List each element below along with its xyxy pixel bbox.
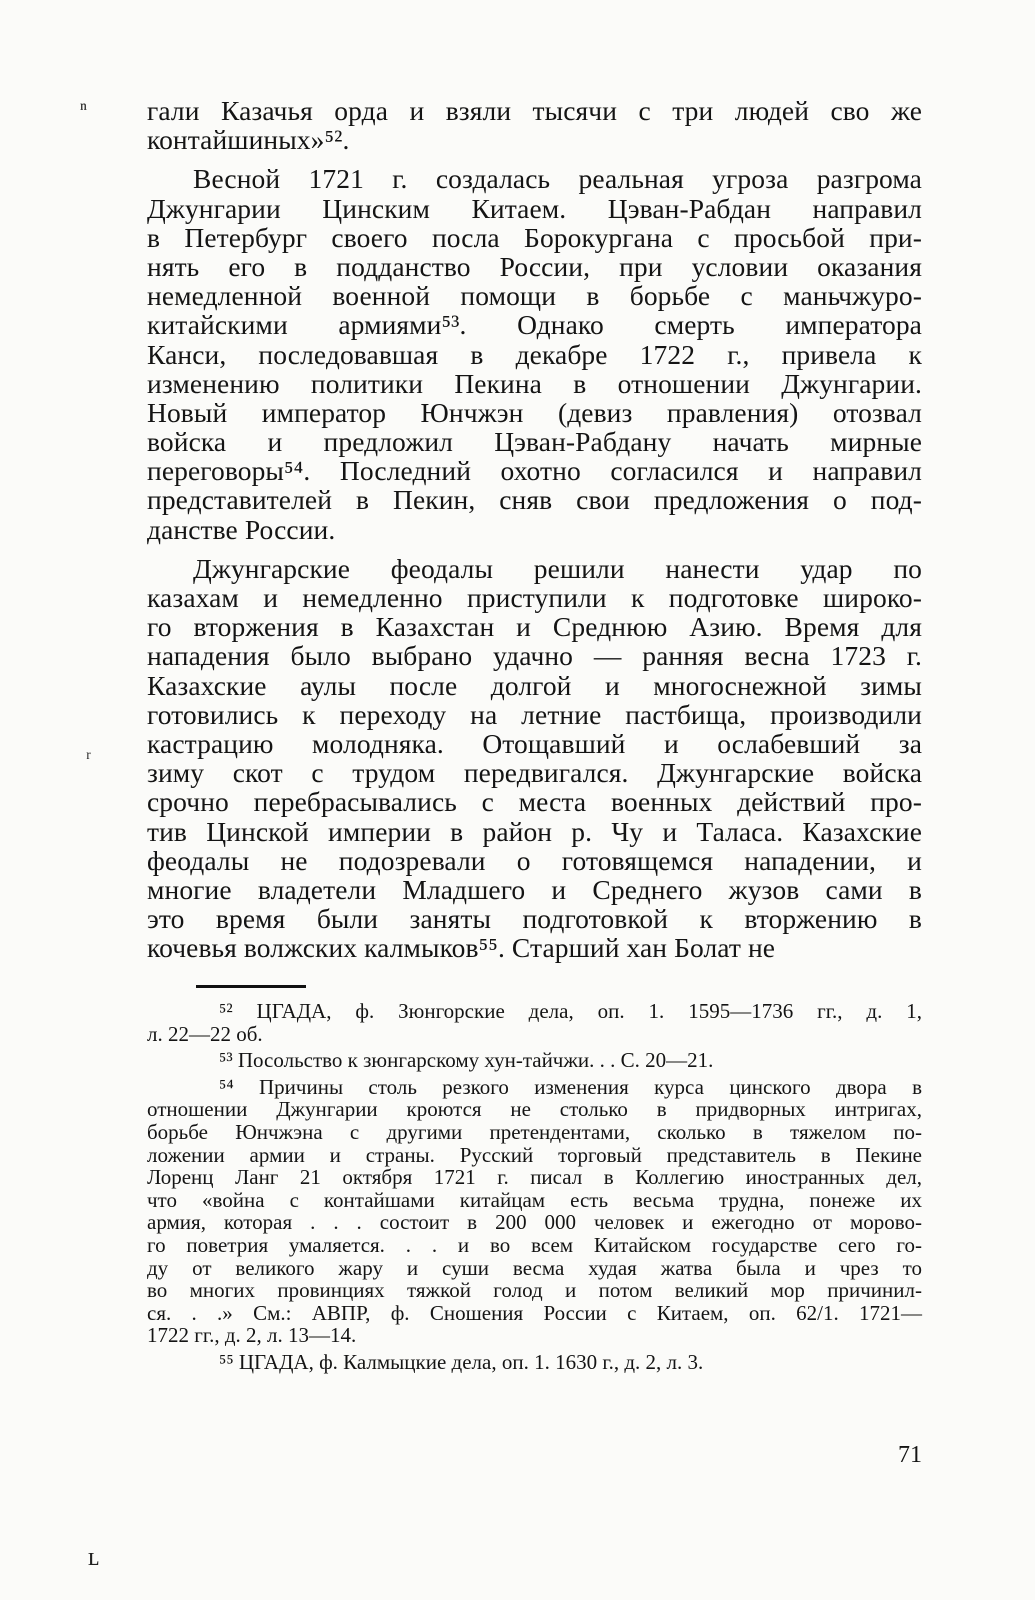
text-line: представителей в Пекин, сняв свои предложения о под- — [147, 484, 922, 516]
footnote-line: во многих провинциях тяжкой голод и потом великий мор причинил- — [147, 1278, 922, 1303]
text-line: многие владетели Младшего и Среднего жузов сами в — [147, 873, 922, 905]
text-line: данстве России. — [147, 513, 336, 545]
footnotes — [147, 1000, 922, 1378]
text-line: войска и предложил Цэван-Рабдану начать мирные — [147, 426, 922, 458]
footnote-fn53 — [147, 1049, 922, 1072]
text-line: Казахские аулы после долгой и многоснежной зимы — [147, 669, 922, 701]
footnote-line: 1722 гг., д. 2, л. 13—14. — [147, 1323, 357, 1348]
text-line: го вторжения в Казахстан и Среднюю Азию. Время для — [147, 611, 922, 643]
text-line: кастрацию молодняка. Отощавший и ослабевший за — [147, 727, 922, 759]
footnote-line: ду от великого жару и суши весма худая жатва была и чрез то — [147, 1255, 922, 1280]
footnote-line: ⁵³ Посольство к зюнгарскому хун-тайчжи. . . С. 20—21. — [219, 1048, 714, 1073]
margin-mark-top: ⁿ — [80, 96, 87, 121]
footnote-line: отношении Джунгарии кроются не столько в придворных интригах, — [147, 1097, 922, 1122]
text-line: зиму скот с трудом передвигался. Джунгарские войска — [147, 757, 922, 789]
footnote-line: ⁵² ЦГАДА, ф. Зюнгорские дела, оп. 1. 1595—1736 гг., д. 1, — [219, 999, 922, 1023]
footnote-line: что «война с контайшами китайцам есть весьма трудна, понеже их — [147, 1187, 922, 1212]
footnote-line: л. 22—22 об. — [147, 1021, 263, 1046]
text-line: переговоры⁵⁴. Последний охотно согласился и направил — [147, 455, 922, 487]
footnote-fn52 — [147, 1000, 922, 1045]
footnote-line: борьбе Юнчжэна с другими претендентами, сколько в тяжелом по- — [147, 1119, 922, 1144]
text-line: это время были заняты подготовкой к вторжению в — [147, 903, 922, 935]
text-line: контайшиных»⁵². — [147, 124, 350, 156]
text-line: срочно перебрасывались с места военных действий про- — [147, 786, 922, 818]
paragraph-p2 — [147, 164, 922, 543]
footnote-line: ⁵⁴ Причины столь резкого изменения курса цинского двора в — [219, 1074, 922, 1099]
footnote-fn54 — [147, 1076, 922, 1347]
text-line: Новый император Юнчжэн (девиз правления) отозвал — [147, 396, 922, 428]
text-line: феодалы не подозревали о готовящемся нападении, и — [147, 844, 922, 876]
paragraph-p1 — [147, 96, 922, 154]
page-number: 71 — [898, 1442, 922, 1468]
text-line: гали Казачья орда и взяли тысячи с три людей сво же — [147, 95, 922, 126]
footnote-fn55 — [147, 1351, 922, 1374]
text-line: нападения было выбрано удачно — ранняя весна 1723 г. — [147, 640, 922, 672]
paragraph-p3 — [147, 554, 922, 963]
margin-mark-middle: ʳ — [86, 745, 91, 770]
footnote-line: армия, которая . . . состоит в 200 000 человек и ежегодно от морово- — [147, 1210, 922, 1235]
text-line: казахам и немедленно приступили к подготовке широко- — [147, 582, 922, 613]
text-line: тив Цинской империи в район р. Чу и Таласа. Казахские — [147, 815, 922, 847]
text-line: изменению политики Пекина в отношении Джунгарии. — [147, 367, 922, 399]
footnote-line: ложении армии и страны. Русский торговый представитель в Пекине — [147, 1142, 922, 1167]
footnote-rule — [196, 985, 306, 988]
text-line: немедленной военной помощи в борьбе с маньчжуро- — [147, 280, 922, 312]
text-line: Весной 1721 г. создалась реальная угроза разгрома — [193, 163, 922, 195]
text-line: готовились к переходу на летние пастбища, производили — [147, 698, 922, 730]
footnote-line: Лоренц Ланг 21 октября 1721 г. писал в Коллегию иностранных дел, — [147, 1165, 922, 1190]
text-line: кочевья волжских калмыков⁵⁵. Старший хан Болат не — [147, 932, 776, 964]
footnote-line: ся. . .» См.: АВПР, ф. Сношения России с Китаем, оп. 62/1. 1721— — [147, 1300, 922, 1325]
main-text — [147, 96, 922, 962]
text-line: Канси, последовавшая в декабре 1722 г., привела к — [147, 338, 922, 370]
text-line: в Петербург своего посла Борокургана с просьбой при- — [147, 221, 922, 253]
text-line: Джунгарии Цинским Китаем. Цэван-Рабдан направил — [147, 192, 922, 224]
text-line: китайскими армиями⁵³. Однако смерть императора — [147, 309, 922, 341]
text-line: Джунгарские феодалы решили нанести удар по — [193, 552, 922, 584]
margin-mark-bottom: ʟ — [88, 1542, 100, 1571]
footnote-line: го поветрия умаляется. . . и во всем Китайском государстве сего го- — [147, 1232, 922, 1257]
footnote-line: ⁵⁵ ЦГАДА, ф. Калмыцкие дела, оп. 1. 1630 г., д. 2, л. 3. — [219, 1349, 704, 1374]
text-line: нять его в подданство России, при условии оказания — [147, 250, 922, 282]
